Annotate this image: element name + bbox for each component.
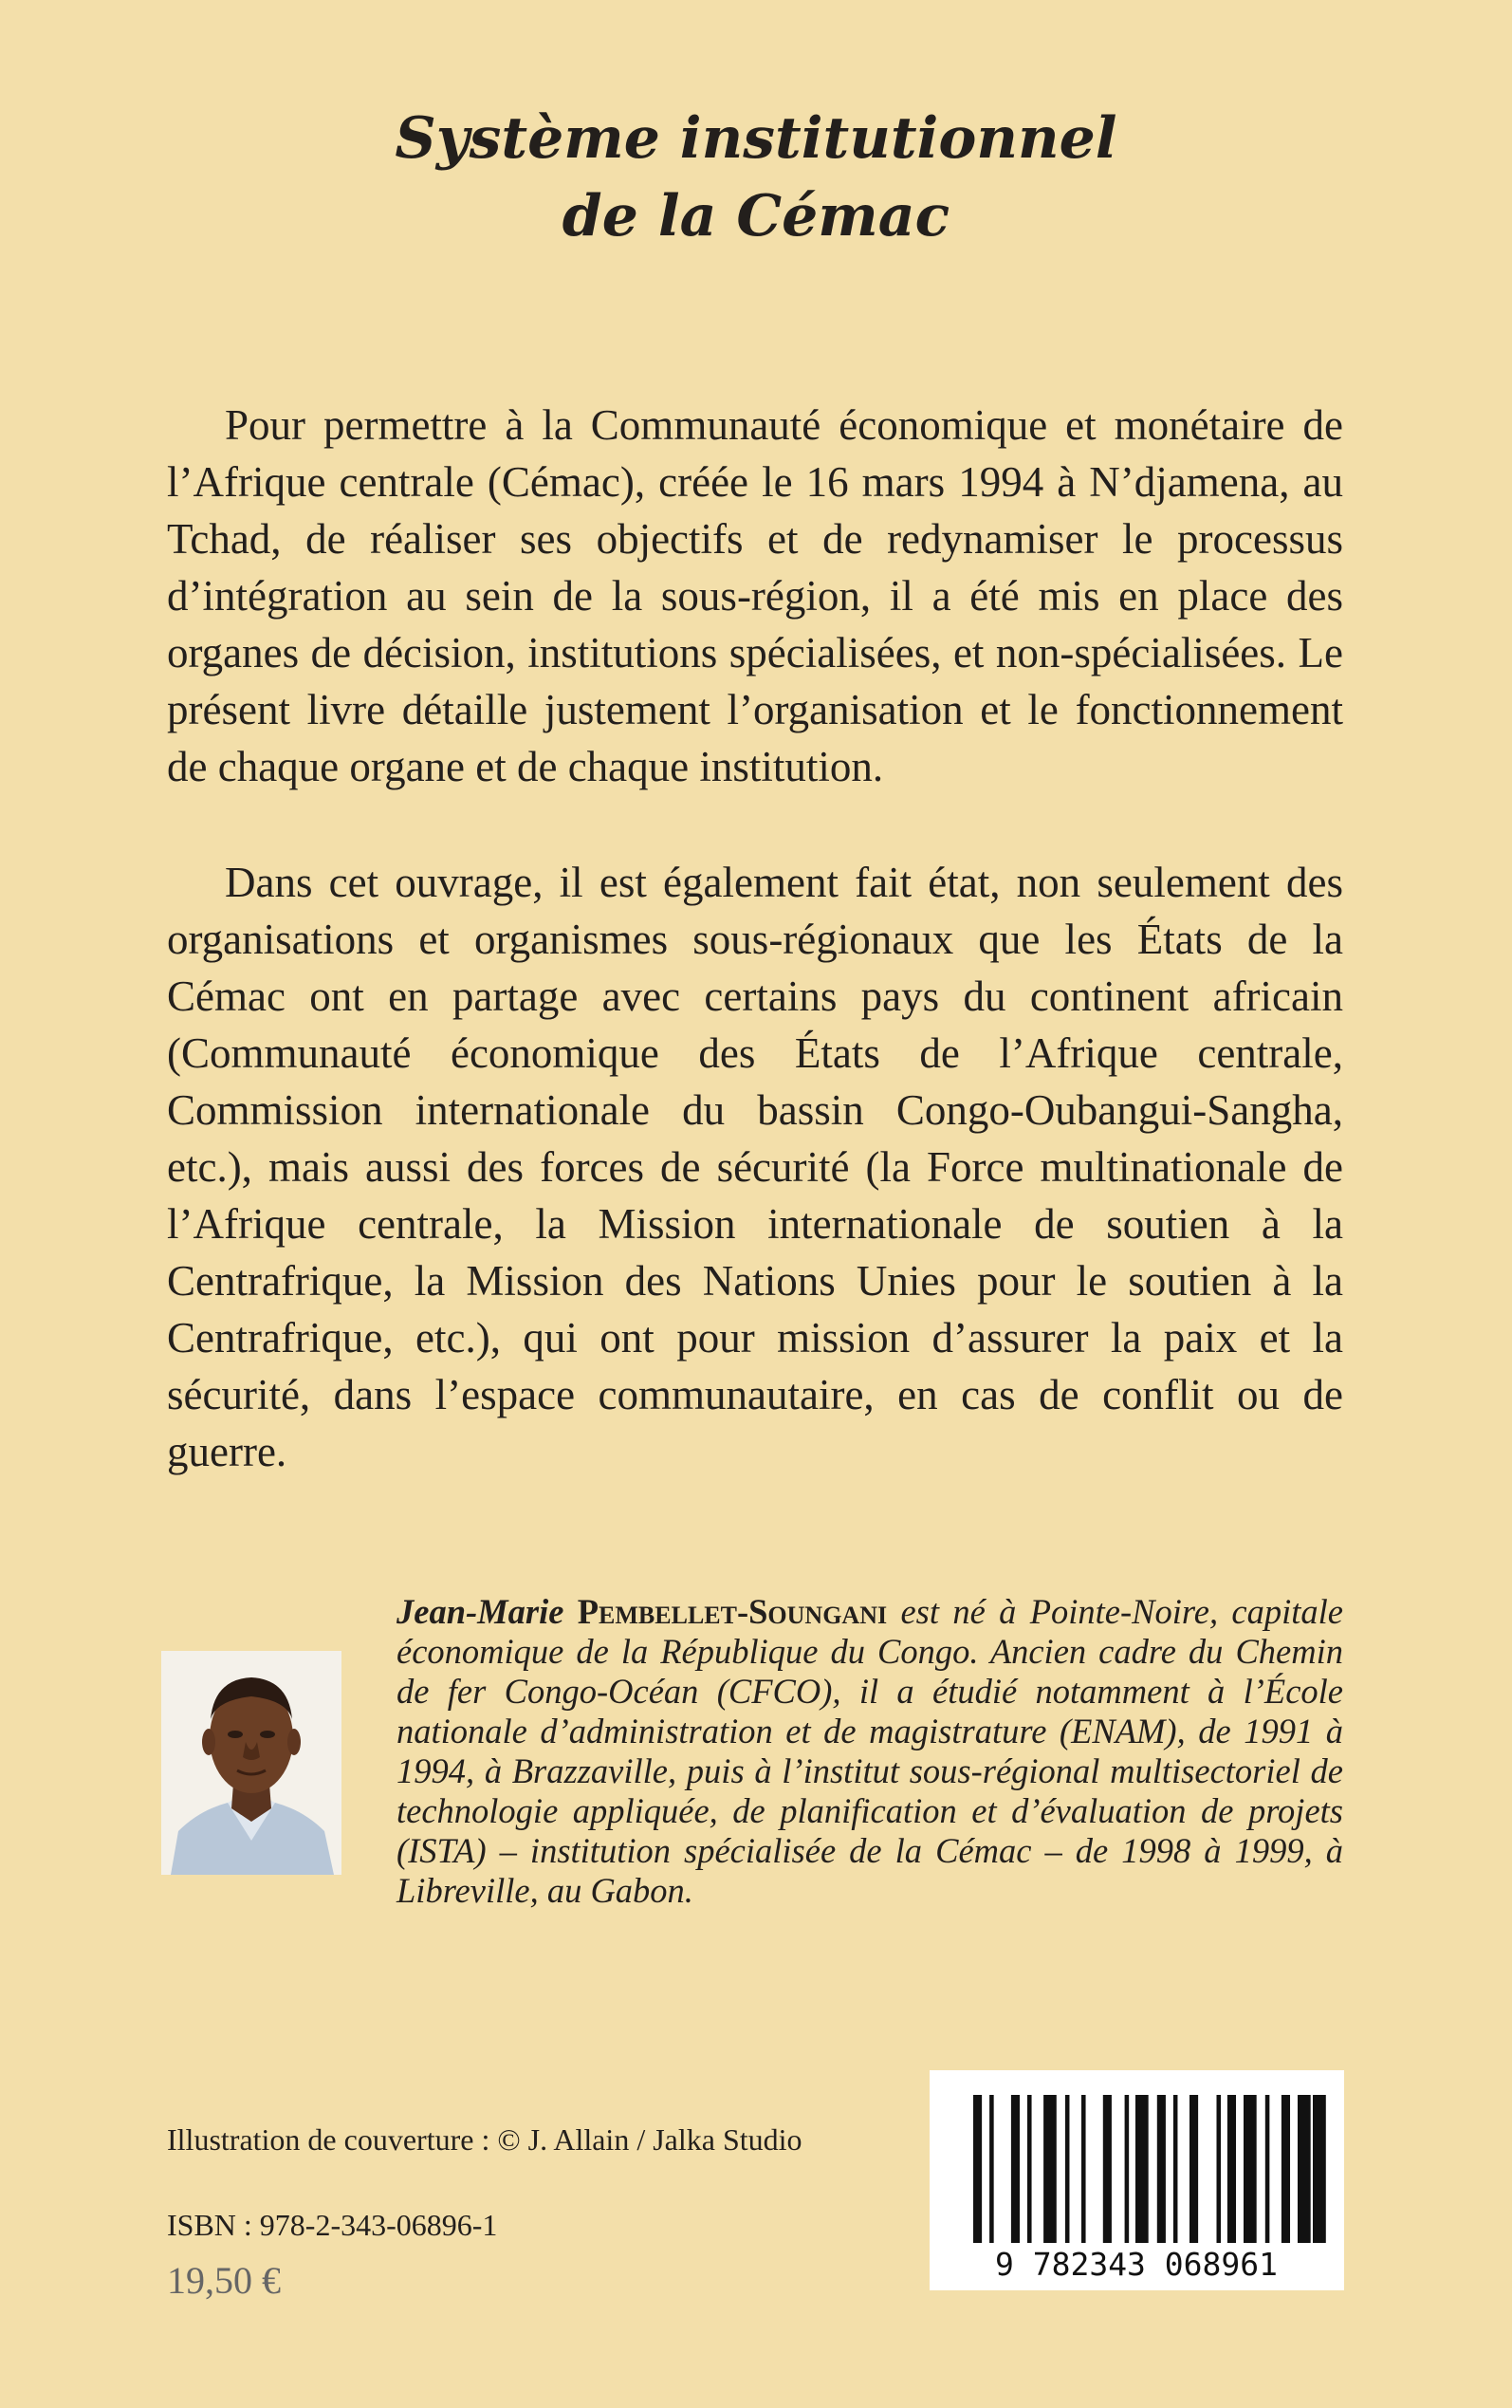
barcode-bar (989, 2095, 994, 2243)
barcode-bar (1298, 2095, 1311, 2243)
summary-paragraph-2: Dans cet ouvrage, il est également fait état, non seulement des organisations et organismes sous-régionaux que les États de la Cémac ont en partage avec certains pays du continent africain (Communauté économique des États de l’Afrique centrale, Commission internationale du bassin Congo-Oubangui-Sangha, etc.), mais aussi des forces de sécurité (la Force multinationale de l’Afrique centrale, la Mission internationale de soutien à la Centrafrique, la Mission des Nations Unies pour le soutien à la Centrafrique, etc.), qui ont pour mission d’assurer la paix et la sécurité, dans l’espace communautaire, en cas de conflit ou de guerre. (167, 859, 1343, 1475)
barcode-bar (1027, 2095, 1032, 2243)
barcode-bar (1227, 2095, 1236, 2243)
barcode-bar (1103, 2095, 1112, 2243)
barcode-bar (1217, 2095, 1222, 2243)
barcode-bar (973, 2095, 982, 2243)
barcode-bar (1265, 2095, 1270, 2243)
barcode-digits: 9 782343 068961 (994, 2246, 1279, 2283)
barcode-bars (930, 2070, 1344, 2290)
title-line-2: de la Cémac (562, 183, 950, 250)
barcode-bar (1043, 2095, 1057, 2243)
barcode-bar (1157, 2095, 1166, 2243)
author-photo (161, 1651, 341, 1875)
author-bio-text: est né à Pointe-Noire, capitale économique de la République du Congo. Ancien cadre du Chemin de fer Congo-Océan (CFCO), il a étudié notamment à l’École nationale d’administration et de magistrature (ENAM), de 1991 à 1994, à Brazzaville, puis à l’institut sous-régional multisectoriel de technologie appliquée, de planification et d’évaluation de projets (ISTA) – institution spécialisée de la Cémac – de 1998 à 1999, à Libreville, au Gabon. (396, 1592, 1343, 1910)
author-last-name: Pembellet-Soungani (577, 1592, 888, 1631)
barcode-bar (1282, 2095, 1290, 2243)
barcode-bar (1065, 2095, 1070, 2243)
cover-credit: Illustration de couverture : © J. Allain / Jalka Studio (167, 2122, 802, 2157)
barcode-bar (1125, 2095, 1130, 2243)
author-first-name: Jean-Marie (396, 1592, 564, 1631)
barcode-bar (1244, 2095, 1257, 2243)
barcode-bar (1011, 2095, 1020, 2243)
book-title (0, 100, 1512, 255)
isbn: ISBN : 978-2-343-06896-1 (167, 2208, 498, 2242)
author-bio (396, 1592, 1343, 1911)
barcode-bar (1313, 2095, 1321, 2243)
barcode (930, 2070, 1344, 2290)
barcode-bar (1189, 2095, 1198, 2243)
summary-paragraph-1: Pour permettre à la Communauté économique et monétaire de l’Afrique centrale (Cémac), créée le 16 mars 1994 à N’djamena, au Tchad, de réaliser ses objectifs et de redynamiser le processus d’intégration au sein de la sous-région, il a été mis en place des organes de décision, institutions spécialisées, et non-spécialisées. Le présent livre détaille justement l’organisation et le fonctionnement de chaque organe et de chaque institution. (167, 401, 1343, 790)
barcode-bar (1135, 2095, 1149, 2243)
price: 19,50 € (167, 2259, 281, 2302)
title-line-1: Système institutionnel (395, 105, 1117, 172)
barcode-bar (1173, 2095, 1178, 2243)
author-portrait-image (161, 1651, 341, 1875)
barcode-bar (1081, 2095, 1086, 2243)
